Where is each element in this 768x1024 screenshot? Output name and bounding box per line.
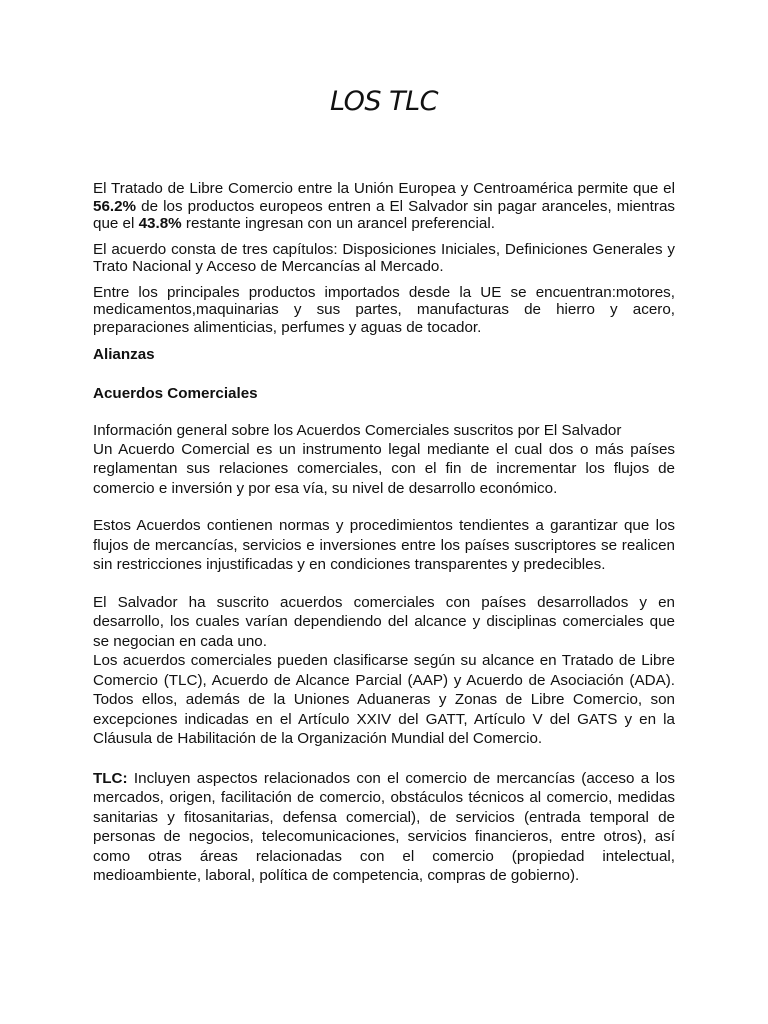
paragraph-text: El Tratado de Libre Comercio entre la Unión Europea y Centroamérica permite que el [93, 180, 675, 197]
paragraph-tratado [93, 180, 675, 233]
heading-alianzas: Alianzas [93, 346, 155, 363]
heading-acuerdos-comerciales: Acuerdos Comerciales [93, 384, 258, 402]
paragraph-text: Incluyen aspectos relacionados con el comercio de mercancías (acceso a los mercados, origen, facilitación de comercio, obstáculos técnicos al comercio, medidas sanitarias y fitosanitarias, defensa comercial), de servicios (entrada temporal de personas de negocios, telecomunicaciones, servicios financieros, entre otros), así como otras áreas relacionadas con el comercio (propiedad intelectual, medioambiente, laboral, política de competencia, compras de gobierno). [93, 769, 675, 884]
paragraph-productos: Entre los principales productos importados desde la UE se encuentran:motores, medicamentos,maquinarias y sus partes, manufacturas de hierro y acero, preparaciones alimenticias, perfumes y aguas de tocador. [93, 283, 675, 336]
paragraph-clasificacion: Los acuerdos comerciales pueden clasificarse según su alcance en Tratado de Libre Comercio (TLC), Acuerdo de Alcance Parcial (AAP) y Acuerdo de Asociación (ADA). Todos ellos, además de la Uniones Aduaneras y Zonas de Libre Comercio, son excepciones indicadas en el Artículo XXIV del GATT, Artículo V del GATS y en la Cláusula de Habilitación de la Organización Mundial del Comercio. [93, 652, 675, 747]
percentage-duty-free: 56.2% [93, 197, 137, 215]
percentage-preferential: 43.8% [138, 215, 182, 232]
paragraph-text: restante ingresan con un arancel preferencial. [181, 215, 495, 232]
paragraph-el-salvador: El Salvador ha suscrito acuerdos comerciales con países desarrollados y en desarrollo, los cuales varían dependiendo del alcance y disciplinas comerciales que se negocian en cada uno. [93, 593, 675, 650]
paragraph-normas: Estos Acuerdos contienen normas y procedimientos tendientes a garantizar que los flujos de mercancías, servicios e inversiones entre los países suscriptores se realicen sin restricciones injustificadas y en condiciones transparentes y predecibles. [93, 517, 675, 573]
tlc-label: TLC: [93, 769, 128, 787]
paragraph-capitulos: El acuerdo consta de tres capítulos: Disposiciones Iniciales, Definiciones Generales y Trato Nacional y Acceso de Mercancías al Mercado. [93, 240, 675, 275]
paragraph-tlc [93, 769, 675, 886]
paragraph-text: de los productos europeos entren a El Salvador sin pagar aranceles, mientras que el [93, 197, 675, 232]
paragraph-acuerdo-comercial: Un Acuerdo Comercial es un instrumento legal mediante el cual dos o más países reglamentan sus relaciones comerciales, con el fin de incrementar los flujos de comercio e inversión y por esa vía, su nivel de desarrollo económico. [93, 440, 675, 497]
paragraph-informacion-general: Información general sobre los Acuerdos Comerciales suscritos por El Salvador [93, 422, 622, 439]
document-title: LOS TLC [329, 86, 439, 117]
document-body [93, 180, 675, 886]
